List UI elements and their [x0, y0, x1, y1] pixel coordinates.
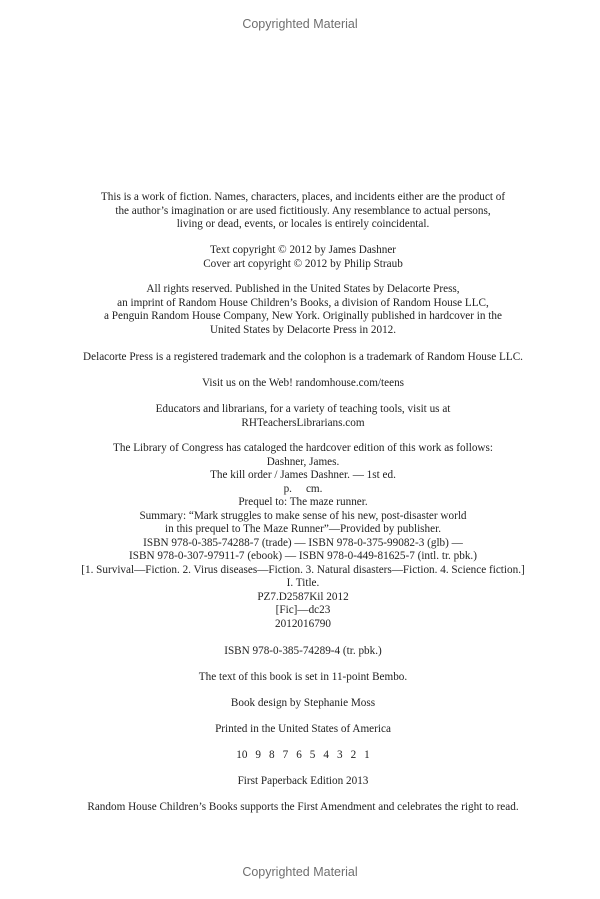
printing-number: 4: [323, 749, 329, 761]
printing-number: 10: [236, 749, 248, 761]
printing-number: 6: [296, 749, 302, 761]
text-line: All rights reserved. Published in the United States by Delacorte Press,: [146, 283, 460, 295]
printing-number: 7: [282, 749, 289, 761]
educators-notice: [40, 403, 566, 430]
text-line: ISBN 978-0-307-97911-7 (ebook) — ISBN 978-0-449-81625-7 (intl. tr. pbk.): [129, 550, 477, 562]
printing-number: 2: [350, 749, 357, 761]
edition: First Paperback Edition 2013: [237, 775, 369, 787]
text-line: 2012016790: [275, 617, 331, 630]
cataloging-data: [40, 442, 566, 631]
text-line: Prequel to: The maze runner.: [238, 496, 368, 508]
text-line: ISBN 978-0-385-74288-7 (trade) — ISBN 978-0-375-99082-3 (glb) —: [143, 536, 463, 549]
printing-number: 3: [336, 749, 343, 761]
text-line: living or dead, events, or locales is entirely coincidental.: [176, 218, 430, 230]
text-line: PZ7.D2587Kil 2012: [257, 590, 349, 603]
text-line: in this prequel to The Maze Runner”—Provided by publisher.: [164, 523, 441, 535]
copyright-block: [40, 244, 566, 271]
watermark-top: Copyrighted Material: [242, 17, 358, 31]
printing-number: 5: [309, 749, 316, 761]
fiction-notice: [40, 191, 566, 232]
isbn: ISBN 978-0-385-74289-4 (tr. pbk.): [224, 645, 382, 657]
text-line: I. Title.: [286, 577, 320, 589]
printed-notice: Printed in the United States of America: [215, 723, 391, 735]
text-line: p. cm.: [283, 482, 323, 495]
text-line: United States by Delacorte Press in 2012.: [209, 323, 397, 336]
text-line: RHTeachersLibrarians.com: [241, 416, 365, 429]
printing-number: 8: [269, 749, 275, 761]
typeface-note: The text of this book is set in 11-point Bembo.: [198, 671, 408, 683]
text-line: Text copyright © 2012 by James Dashner: [209, 244, 397, 256]
text-line: the author’s imagination or are used fictitiously. Any resemblance to actual persons,: [115, 204, 491, 217]
text-line: The Library of Congress has cataloged the hardcover edition of this work as follows:: [113, 442, 493, 454]
text-line: Dashner, James.: [266, 455, 340, 468]
text-line: [Fic]—dc23: [275, 604, 331, 616]
trademark-notice: Delacorte Press is a registered trademark and the colophon is a trademark of Random House LLC.: [83, 351, 523, 363]
text-line: Educators and librarians, for a variety of teaching tools, visit us at: [155, 403, 451, 415]
printing-number: 1: [364, 749, 370, 761]
text-line: The kill order / James Dashner. — 1st ed.: [210, 469, 396, 481]
printing-number: 9: [255, 749, 262, 761]
printing-numbers: [40, 749, 566, 763]
text-line: This is a work of fiction. Names, characters, places, and incidents either are the product of: [100, 191, 506, 203]
text-line: Cover art copyright © 2012 by Philip Straub: [203, 257, 403, 270]
text-line: [1. Survival—Fiction. 2. Virus diseases—Fiction. 3. Natural disasters—Fiction. 4. Science fiction.]: [81, 563, 525, 576]
first-amendment-notice: Random House Children’s Books supports the First Amendment and celebrates the right to read.: [87, 801, 519, 813]
web-notice: Visit us on the Web! randomhouse.com/teens: [201, 377, 405, 389]
text-line: an imprint of Random House Children’s Books, a division of Random House LLC,: [117, 296, 489, 309]
rights-block: [40, 283, 566, 337]
design-credit: Book design by Stephanie Moss: [230, 697, 376, 709]
text-line: a Penguin Random House Company, New York. Originally published in hardcover in the: [104, 310, 502, 322]
watermark-bottom: Copyrighted Material: [242, 865, 358, 879]
text-line: Summary: “Mark struggles to make sense of his new, post-disaster world: [139, 509, 467, 522]
